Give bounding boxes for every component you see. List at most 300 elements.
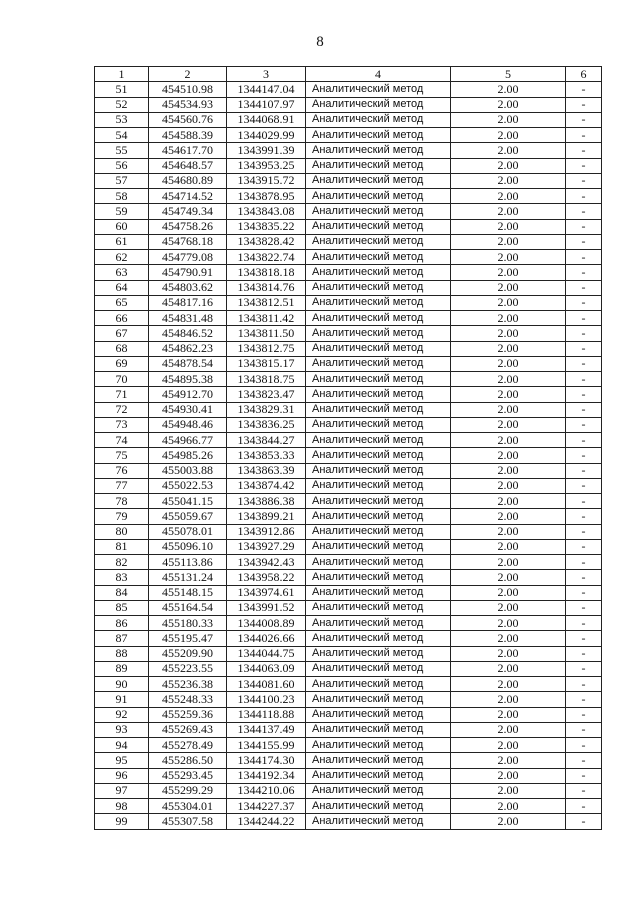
point-number-cell: 54 <box>95 128 149 143</box>
note-cell: - <box>566 753 602 768</box>
accuracy-cell: 2.00 <box>451 265 566 280</box>
x-coordinate-cell: 454948.46 <box>149 417 227 432</box>
point-number-cell: 68 <box>95 341 149 356</box>
y-coordinate-cell: 1344118.88 <box>227 707 306 722</box>
table-row <box>95 387 602 402</box>
accuracy-cell: 2.00 <box>451 402 566 417</box>
method-cell: Аналитический метод <box>306 402 451 417</box>
point-number-cell: 84 <box>95 585 149 600</box>
y-coordinate-cell: 1344100.23 <box>227 692 306 707</box>
table-row <box>95 234 602 249</box>
y-coordinate-cell: 1343829.31 <box>227 402 306 417</box>
accuracy-cell: 2.00 <box>451 372 566 387</box>
method-cell: Аналитический метод <box>306 433 451 448</box>
y-coordinate-cell: 1344107.97 <box>227 97 306 112</box>
point-number-cell: 86 <box>95 616 149 631</box>
point-number-cell: 56 <box>95 158 149 173</box>
table-row <box>95 158 602 173</box>
method-cell: Аналитический метод <box>306 814 451 829</box>
x-coordinate-cell: 455286.50 <box>149 753 227 768</box>
method-cell: Аналитический метод <box>306 204 451 219</box>
point-number-cell: 74 <box>95 433 149 448</box>
y-coordinate-cell: 1343823.47 <box>227 387 306 402</box>
table-row <box>95 585 602 600</box>
note-cell: - <box>566 478 602 493</box>
accuracy-cell: 2.00 <box>451 631 566 646</box>
point-number-cell: 65 <box>95 295 149 310</box>
note-cell: - <box>566 356 602 371</box>
note-cell: - <box>566 524 602 539</box>
accuracy-cell: 2.00 <box>451 417 566 432</box>
y-coordinate-cell: 1344068.91 <box>227 112 306 127</box>
point-number-cell: 58 <box>95 189 149 204</box>
method-cell: Аналитический метод <box>306 585 451 600</box>
table-row <box>95 341 602 356</box>
note-cell: - <box>566 204 602 219</box>
accuracy-cell: 2.00 <box>451 295 566 310</box>
note-cell: - <box>566 219 602 234</box>
accuracy-cell: 2.00 <box>451 738 566 753</box>
method-cell: Аналитический метод <box>306 600 451 615</box>
accuracy-cell: 2.00 <box>451 646 566 661</box>
point-number-cell: 64 <box>95 280 149 295</box>
point-number-cell: 81 <box>95 539 149 554</box>
table-row <box>95 524 602 539</box>
accuracy-cell: 2.00 <box>451 311 566 326</box>
point-number-cell: 67 <box>95 326 149 341</box>
table-row <box>95 97 602 112</box>
table-row <box>95 112 602 127</box>
note-cell: - <box>566 616 602 631</box>
x-coordinate-cell: 455236.38 <box>149 677 227 692</box>
point-number-cell: 72 <box>95 402 149 417</box>
note-cell: - <box>566 295 602 310</box>
method-cell: Аналитический метод <box>306 478 451 493</box>
note-cell: - <box>566 82 602 97</box>
note-cell: - <box>566 250 602 265</box>
note-cell: - <box>566 738 602 753</box>
x-coordinate-cell: 454831.48 <box>149 311 227 326</box>
note-cell: - <box>566 722 602 737</box>
method-cell: Аналитический метод <box>306 280 451 295</box>
accuracy-cell: 2.00 <box>451 326 566 341</box>
y-coordinate-cell: 1343812.51 <box>227 295 306 310</box>
accuracy-cell: 2.00 <box>451 204 566 219</box>
accuracy-cell: 2.00 <box>451 707 566 722</box>
table-row <box>95 768 602 783</box>
method-cell: Аналитический метод <box>306 295 451 310</box>
table-row <box>95 600 602 615</box>
x-coordinate-cell: 454588.39 <box>149 128 227 143</box>
table-row <box>95 814 602 829</box>
y-coordinate-cell: 1343818.18 <box>227 265 306 280</box>
note-cell: - <box>566 585 602 600</box>
accuracy-cell: 2.00 <box>451 433 566 448</box>
table-row <box>95 799 602 814</box>
method-cell: Аналитический метод <box>306 189 451 204</box>
accuracy-cell: 2.00 <box>451 387 566 402</box>
x-coordinate-cell: 454895.38 <box>149 372 227 387</box>
x-coordinate-cell: 454878.54 <box>149 356 227 371</box>
table-row <box>95 402 602 417</box>
method-cell: Аналитический метод <box>306 783 451 798</box>
accuracy-cell: 2.00 <box>451 356 566 371</box>
point-number-cell: 90 <box>95 677 149 692</box>
note-cell: - <box>566 783 602 798</box>
table-row <box>95 173 602 188</box>
accuracy-cell: 2.00 <box>451 768 566 783</box>
x-coordinate-cell: 455209.90 <box>149 646 227 661</box>
x-coordinate-cell: 455059.67 <box>149 509 227 524</box>
y-coordinate-cell: 1343974.61 <box>227 585 306 600</box>
accuracy-cell: 2.00 <box>451 585 566 600</box>
note-cell: - <box>566 494 602 509</box>
table-row <box>95 189 602 204</box>
point-number-cell: 92 <box>95 707 149 722</box>
method-cell: Аналитический метод <box>306 250 451 265</box>
method-cell: Аналитический метод <box>306 555 451 570</box>
table-row <box>95 494 602 509</box>
x-coordinate-cell: 455164.54 <box>149 600 227 615</box>
point-number-cell: 71 <box>95 387 149 402</box>
method-cell: Аналитический метод <box>306 234 451 249</box>
note-cell: - <box>566 387 602 402</box>
method-cell: Аналитический метод <box>306 448 451 463</box>
note-cell: - <box>566 661 602 676</box>
accuracy-cell: 2.00 <box>451 448 566 463</box>
note-cell: - <box>566 417 602 432</box>
table-row <box>95 539 602 554</box>
method-cell: Аналитический метод <box>306 463 451 478</box>
method-cell: Аналитический метод <box>306 372 451 387</box>
y-coordinate-cell: 1343815.17 <box>227 356 306 371</box>
table-row <box>95 265 602 280</box>
method-cell: Аналитический метод <box>306 494 451 509</box>
method-cell: Аналитический метод <box>306 265 451 280</box>
accuracy-cell: 2.00 <box>451 570 566 585</box>
method-cell: Аналитический метод <box>306 646 451 661</box>
point-number-cell: 69 <box>95 356 149 371</box>
point-number-cell: 93 <box>95 722 149 737</box>
note-cell: - <box>566 433 602 448</box>
accuracy-cell: 2.00 <box>451 280 566 295</box>
accuracy-cell: 2.00 <box>451 494 566 509</box>
x-coordinate-cell: 454966.77 <box>149 433 227 448</box>
accuracy-cell: 2.00 <box>451 97 566 112</box>
x-coordinate-cell: 454790.91 <box>149 265 227 280</box>
method-cell: Аналитический метод <box>306 616 451 631</box>
table-row <box>95 753 602 768</box>
point-number-cell: 99 <box>95 814 149 829</box>
point-number-cell: 59 <box>95 204 149 219</box>
table-row <box>95 692 602 707</box>
accuracy-cell: 2.00 <box>451 555 566 570</box>
table-row <box>95 616 602 631</box>
x-coordinate-cell: 454930.41 <box>149 402 227 417</box>
x-coordinate-cell: 455269.43 <box>149 722 227 737</box>
table-row <box>95 463 602 478</box>
y-coordinate-cell: 1344008.89 <box>227 616 306 631</box>
table-row <box>95 250 602 265</box>
point-number-cell: 62 <box>95 250 149 265</box>
accuracy-cell: 2.00 <box>451 616 566 631</box>
accuracy-cell: 2.00 <box>451 158 566 173</box>
table-row <box>95 646 602 661</box>
x-coordinate-cell: 455278.49 <box>149 738 227 753</box>
accuracy-cell: 2.00 <box>451 112 566 127</box>
x-coordinate-cell: 455299.29 <box>149 783 227 798</box>
x-coordinate-cell: 455195.47 <box>149 631 227 646</box>
method-cell: Аналитический метод <box>306 173 451 188</box>
accuracy-cell: 2.00 <box>451 341 566 356</box>
table-row <box>95 356 602 371</box>
y-coordinate-cell: 1343942.43 <box>227 555 306 570</box>
table-row <box>95 128 602 143</box>
method-cell: Аналитический метод <box>306 509 451 524</box>
y-coordinate-cell: 1344227.37 <box>227 799 306 814</box>
point-number-cell: 53 <box>95 112 149 127</box>
method-cell: Аналитический метод <box>306 326 451 341</box>
y-coordinate-cell: 1344192.34 <box>227 768 306 783</box>
note-cell: - <box>566 692 602 707</box>
method-cell: Аналитический метод <box>306 219 451 234</box>
table-row <box>95 372 602 387</box>
table-row <box>95 448 602 463</box>
method-cell: Аналитический метод <box>306 387 451 402</box>
method-cell: Аналитический метод <box>306 570 451 585</box>
point-number-cell: 94 <box>95 738 149 753</box>
header-col-5: 5 <box>451 67 566 82</box>
point-number-cell: 80 <box>95 524 149 539</box>
x-coordinate-cell: 455078.01 <box>149 524 227 539</box>
accuracy-cell: 2.00 <box>451 234 566 249</box>
note-cell: - <box>566 326 602 341</box>
point-number-cell: 95 <box>95 753 149 768</box>
accuracy-cell: 2.00 <box>451 82 566 97</box>
method-cell: Аналитический метод <box>306 753 451 768</box>
method-cell: Аналитический метод <box>306 722 451 737</box>
accuracy-cell: 2.00 <box>451 814 566 829</box>
header-col-4: 4 <box>306 67 451 82</box>
note-cell: - <box>566 555 602 570</box>
table-row <box>95 509 602 524</box>
table-row <box>95 783 602 798</box>
x-coordinate-cell: 455041.15 <box>149 494 227 509</box>
y-coordinate-cell: 1343843.08 <box>227 204 306 219</box>
note-cell: - <box>566 280 602 295</box>
x-coordinate-cell: 455022.53 <box>149 478 227 493</box>
x-coordinate-cell: 455293.45 <box>149 768 227 783</box>
table-row <box>95 738 602 753</box>
x-coordinate-cell: 454617.70 <box>149 143 227 158</box>
method-cell: Аналитический метод <box>306 311 451 326</box>
method-cell: Аналитический метод <box>306 707 451 722</box>
table-row <box>95 433 602 448</box>
y-coordinate-cell: 1344210.06 <box>227 783 306 798</box>
y-coordinate-cell: 1343818.75 <box>227 372 306 387</box>
table-row <box>95 555 602 570</box>
point-number-cell: 83 <box>95 570 149 585</box>
table-row <box>95 478 602 493</box>
method-cell: Аналитический метод <box>306 738 451 753</box>
note-cell: - <box>566 112 602 127</box>
table-row <box>95 661 602 676</box>
x-coordinate-cell: 454714.52 <box>149 189 227 204</box>
note-cell: - <box>566 372 602 387</box>
method-cell: Аналитический метод <box>306 661 451 676</box>
y-coordinate-cell: 1343822.74 <box>227 250 306 265</box>
accuracy-cell: 2.00 <box>451 509 566 524</box>
accuracy-cell: 2.00 <box>451 250 566 265</box>
y-coordinate-cell: 1343886.38 <box>227 494 306 509</box>
y-coordinate-cell: 1343863.39 <box>227 463 306 478</box>
x-coordinate-cell: 455248.33 <box>149 692 227 707</box>
x-coordinate-cell: 454758.26 <box>149 219 227 234</box>
y-coordinate-cell: 1343812.75 <box>227 341 306 356</box>
accuracy-cell: 2.00 <box>451 799 566 814</box>
point-number-cell: 85 <box>95 600 149 615</box>
table-row <box>95 326 602 341</box>
x-coordinate-cell: 454680.89 <box>149 173 227 188</box>
y-coordinate-cell: 1343912.86 <box>227 524 306 539</box>
x-coordinate-cell: 455180.33 <box>149 616 227 631</box>
accuracy-cell: 2.00 <box>451 463 566 478</box>
table-row <box>95 204 602 219</box>
x-coordinate-cell: 454749.34 <box>149 204 227 219</box>
method-cell: Аналитический метод <box>306 417 451 432</box>
accuracy-cell: 2.00 <box>451 753 566 768</box>
x-coordinate-cell: 454534.93 <box>149 97 227 112</box>
table-row <box>95 143 602 158</box>
method-cell: Аналитический метод <box>306 677 451 692</box>
point-number-cell: 89 <box>95 661 149 676</box>
note-cell: - <box>566 646 602 661</box>
table-row <box>95 570 602 585</box>
x-coordinate-cell: 455259.36 <box>149 707 227 722</box>
point-number-cell: 75 <box>95 448 149 463</box>
note-cell: - <box>566 265 602 280</box>
note-cell: - <box>566 570 602 585</box>
point-number-cell: 55 <box>95 143 149 158</box>
point-number-cell: 78 <box>95 494 149 509</box>
note-cell: - <box>566 173 602 188</box>
point-number-cell: 52 <box>95 97 149 112</box>
table-row <box>95 707 602 722</box>
y-coordinate-cell: 1343991.39 <box>227 143 306 158</box>
x-coordinate-cell: 455307.58 <box>149 814 227 829</box>
y-coordinate-cell: 1344044.75 <box>227 646 306 661</box>
method-cell: Аналитический метод <box>306 631 451 646</box>
accuracy-cell: 2.00 <box>451 478 566 493</box>
y-coordinate-cell: 1343958.22 <box>227 570 306 585</box>
header-col-3: 3 <box>227 67 306 82</box>
y-coordinate-cell: 1343991.52 <box>227 600 306 615</box>
accuracy-cell: 2.00 <box>451 219 566 234</box>
note-cell: - <box>566 539 602 554</box>
note-cell: - <box>566 234 602 249</box>
x-coordinate-cell: 454560.76 <box>149 112 227 127</box>
note-cell: - <box>566 158 602 173</box>
y-coordinate-cell: 1344029.99 <box>227 128 306 143</box>
y-coordinate-cell: 1343874.42 <box>227 478 306 493</box>
point-number-cell: 60 <box>95 219 149 234</box>
accuracy-cell: 2.00 <box>451 143 566 158</box>
x-coordinate-cell: 454779.08 <box>149 250 227 265</box>
point-number-cell: 82 <box>95 555 149 570</box>
method-cell: Аналитический метод <box>306 128 451 143</box>
y-coordinate-cell: 1344137.49 <box>227 722 306 737</box>
y-coordinate-cell: 1343915.72 <box>227 173 306 188</box>
point-number-cell: 61 <box>95 234 149 249</box>
point-number-cell: 77 <box>95 478 149 493</box>
x-coordinate-cell: 455096.10 <box>149 539 227 554</box>
accuracy-cell: 2.00 <box>451 783 566 798</box>
method-cell: Аналитический метод <box>306 356 451 371</box>
header-col-6: 6 <box>566 67 602 82</box>
note-cell: - <box>566 341 602 356</box>
y-coordinate-cell: 1344081.60 <box>227 677 306 692</box>
y-coordinate-cell: 1343899.21 <box>227 509 306 524</box>
x-coordinate-cell: 455148.15 <box>149 585 227 600</box>
accuracy-cell: 2.00 <box>451 722 566 737</box>
accuracy-cell: 2.00 <box>451 128 566 143</box>
y-coordinate-cell: 1343835.22 <box>227 219 306 234</box>
note-cell: - <box>566 189 602 204</box>
y-coordinate-cell: 1344063.09 <box>227 661 306 676</box>
point-number-cell: 87 <box>95 631 149 646</box>
table-row <box>95 722 602 737</box>
coordinates-table <box>94 66 602 830</box>
table-body <box>95 82 602 829</box>
accuracy-cell: 2.00 <box>451 173 566 188</box>
point-number-cell: 70 <box>95 372 149 387</box>
x-coordinate-cell: 454768.18 <box>149 234 227 249</box>
y-coordinate-cell: 1343844.27 <box>227 433 306 448</box>
method-cell: Аналитический метод <box>306 692 451 707</box>
y-coordinate-cell: 1343836.25 <box>227 417 306 432</box>
method-cell: Аналитический метод <box>306 82 451 97</box>
point-number-cell: 79 <box>95 509 149 524</box>
method-cell: Аналитический метод <box>306 799 451 814</box>
method-cell: Аналитический метод <box>306 539 451 554</box>
note-cell: - <box>566 402 602 417</box>
accuracy-cell: 2.00 <box>451 661 566 676</box>
method-cell: Аналитический метод <box>306 143 451 158</box>
header-col-1: 1 <box>95 67 149 82</box>
note-cell: - <box>566 448 602 463</box>
note-cell: - <box>566 97 602 112</box>
point-number-cell: 97 <box>95 783 149 798</box>
accuracy-cell: 2.00 <box>451 524 566 539</box>
method-cell: Аналитический метод <box>306 524 451 539</box>
method-cell: Аналитический метод <box>306 97 451 112</box>
accuracy-cell: 2.00 <box>451 539 566 554</box>
x-coordinate-cell: 455304.01 <box>149 799 227 814</box>
x-coordinate-cell: 454912.70 <box>149 387 227 402</box>
table-row <box>95 417 602 432</box>
accuracy-cell: 2.00 <box>451 189 566 204</box>
note-cell: - <box>566 707 602 722</box>
page-number: 8 <box>316 34 324 50</box>
x-coordinate-cell: 454985.26 <box>149 448 227 463</box>
point-number-cell: 76 <box>95 463 149 478</box>
table-row <box>95 280 602 295</box>
x-coordinate-cell: 454862.23 <box>149 341 227 356</box>
point-number-cell: 51 <box>95 82 149 97</box>
x-coordinate-cell: 455223.55 <box>149 661 227 676</box>
note-cell: - <box>566 799 602 814</box>
x-coordinate-cell: 454846.52 <box>149 326 227 341</box>
